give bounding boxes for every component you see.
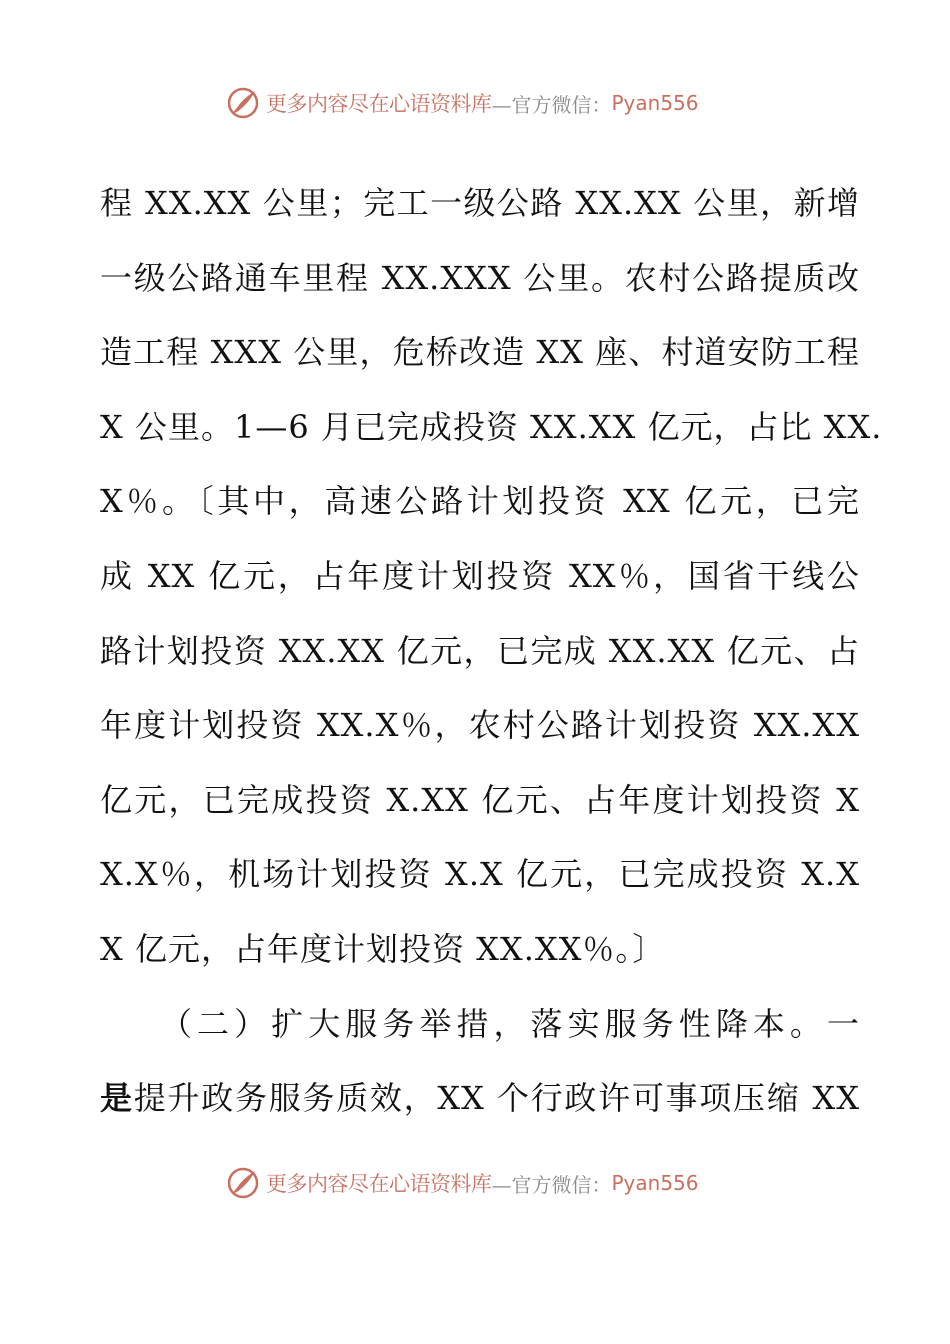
- text-line: 程 XX.XX 公里；完工一级公路 XX.XX 公里，新增: [100, 184, 860, 222]
- text-line-rest: 提升政务服务质效，XX 个行政许可事项压缩 XX: [133, 1079, 860, 1118]
- document-body: [100, 166, 883, 1136]
- text-line: 亿元，已完成投资 X.XX 亿元、占年度计划投资 X: [100, 780, 860, 819]
- watermark-site-name: 更多内容尽在心语资料库: [266, 92, 492, 116]
- text-line-last: [100, 1061, 860, 1136]
- bold-emphasis: 是: [100, 1079, 134, 1118]
- feather-pen-logo-icon: [226, 1166, 260, 1200]
- watermark-separator: —官方微信：: [491, 92, 612, 117]
- text-line: X 亿元，占年度计划投资 XX.XX％。〕: [100, 929, 666, 968]
- text-line: X％。〔其中，高速公路计划投资 XX 亿元，已完: [100, 482, 860, 521]
- text-line: 一级公路通车里程 XX.XXX 公里。农村公路提质改: [100, 258, 860, 297]
- text-line: 造工程 XXX 公里，危桥改造 XX 座、村道安防工程: [100, 333, 860, 372]
- text-line: 年度计划投资 XX.X％，农村公路计划投资 XX.XX: [100, 706, 860, 745]
- watermark-site-name: 更多内容尽在心语资料库: [266, 1172, 492, 1196]
- watermark-wechat-id: Pyan556: [611, 91, 699, 115]
- header-watermark: [226, 83, 746, 123]
- footer-watermark: [226, 1163, 746, 1203]
- text-line: 成 XX 亿元，占年度计划投资 XX％，国省干线公: [100, 556, 860, 595]
- watermark-separator: —官方微信：: [491, 1172, 612, 1197]
- watermark-wechat-id: Pyan556: [611, 1171, 699, 1195]
- text-line: X.X％，机场计划投资 X.X 亿元，已完成投资 X.X: [100, 855, 860, 894]
- feather-pen-logo-icon: [226, 86, 260, 120]
- section-heading-line: （二）扩大服务举措，落实服务性降本。一: [160, 1004, 860, 1043]
- text-line: 路计划投资 XX.XX 亿元，已完成 XX.XX 亿元、占: [100, 631, 860, 670]
- text-line: X 公里。1—6 月已完成投资 XX.XX 亿元，占比 XX.: [100, 407, 883, 446]
